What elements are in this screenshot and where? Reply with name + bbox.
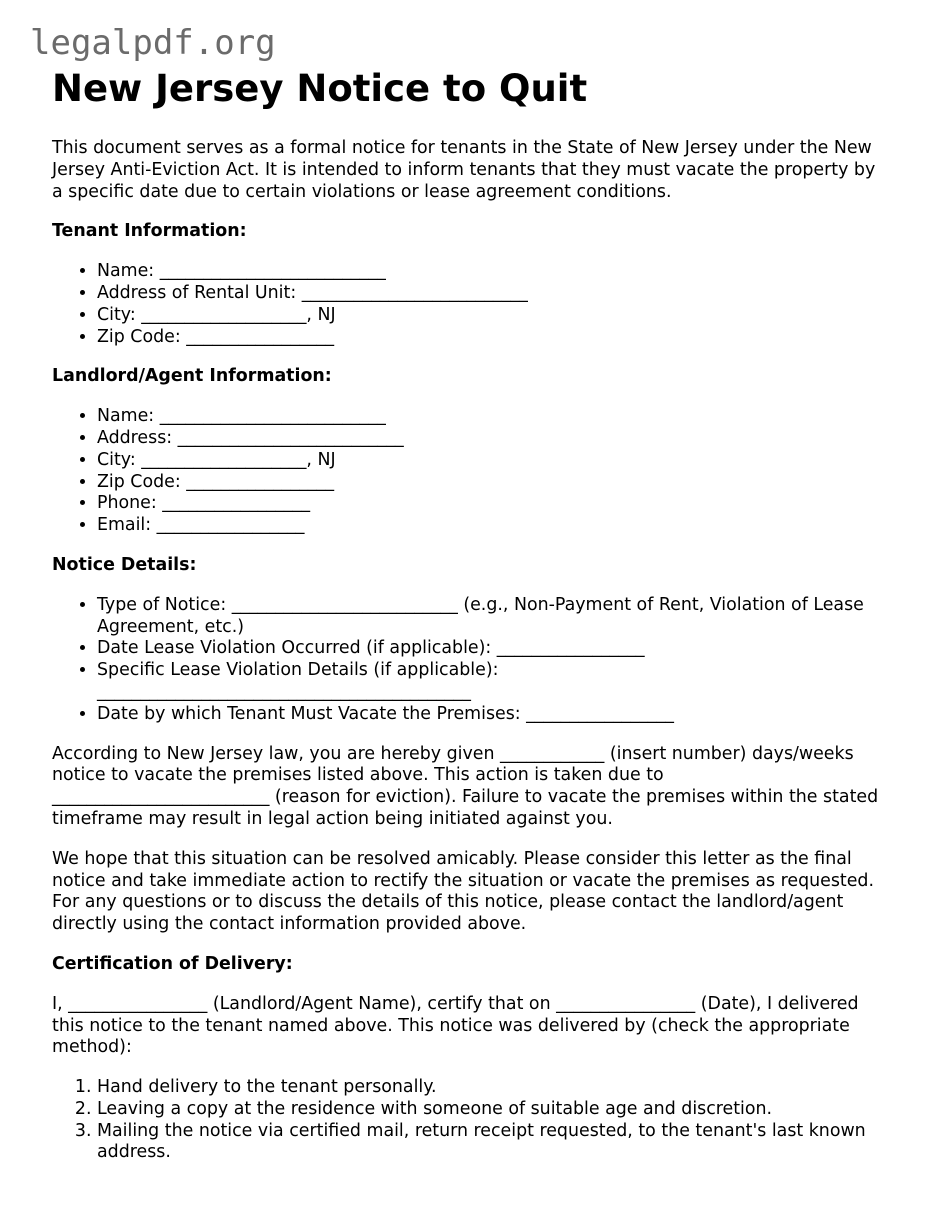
tenant-zip-item: • Zip Code: _________________ bbox=[97, 327, 882, 349]
tenant-info-list bbox=[52, 261, 882, 348]
tenant-name-item: • Name: __________________________ bbox=[97, 261, 882, 283]
watermark-logo: legalpdf.org bbox=[30, 23, 276, 63]
landlord-phone-item: • Phone: _________________ bbox=[97, 493, 882, 515]
law-paragraph: According to New Jersey law, you are hereby given ____________ (insert number) days/weeks notice to vacate the premises listed above. This action is taken due to _________________________ (reason for eviction). Failure to vacate the premises within the stated timeframe may result in legal action being initiated against you. bbox=[52, 743, 879, 829]
landlord-info-list bbox=[52, 406, 882, 537]
delivery-method-item: 2. Leaving a copy at the residence with someone of suitable age and discretion. bbox=[97, 1099, 882, 1121]
document-title: New Jersey Notice to Quit bbox=[52, 67, 588, 110]
delivery-methods-list bbox=[52, 1077, 882, 1164]
tenant-address-item: • Address of Rental Unit: __________________________ bbox=[97, 283, 882, 305]
violation-details-blank: ___________________________________________ bbox=[97, 681, 471, 702]
landlord-city-item: • City: ___________________, NJ bbox=[97, 450, 882, 472]
notice-details-heading: Notice Details: bbox=[52, 554, 197, 575]
notice-type-item: • Type of Notice: __________________________ (e.g., Non-Payment of Rent, Violation of Lease Agreement, etc.) bbox=[97, 595, 882, 639]
intro-paragraph: This document serves as a formal notice for tenants in the State of New Jersey under the New Jersey Anti-Eviction Act. It is intended to inform tenants that they must vacate the property by a specific date due to certain violations or lease agreement conditions. bbox=[52, 138, 876, 202]
violation-details-item bbox=[97, 660, 882, 704]
certification-paragraph: I, ________________ (Landlord/Agent Name), certify that on ________________ (Date), I delivered this notice to the tenant named above. This notice was delivered by (check the appropriate method): bbox=[52, 993, 859, 1058]
landlord-name-item: • Name: __________________________ bbox=[97, 406, 882, 428]
delivery-method-item: 1. Hand delivery to the tenant personally. bbox=[97, 1077, 882, 1099]
landlord-zip-item: • Zip Code: _________________ bbox=[97, 472, 882, 494]
landlord-email-item: • Email: _________________ bbox=[97, 515, 882, 537]
tenant-info-heading: Tenant Information: bbox=[52, 221, 247, 242]
notice-details-list bbox=[52, 595, 882, 726]
violation-details-label: Specific Lease Violation Details (if applicable): bbox=[97, 660, 499, 681]
landlord-info-heading: Landlord/Agent Information: bbox=[52, 366, 332, 387]
landlord-address-item: • Address: __________________________ bbox=[97, 428, 882, 450]
document-page bbox=[52, 68, 882, 1182]
violation-date-item: • Date Lease Violation Occurred (if applicable): _________________ bbox=[97, 638, 882, 660]
delivery-method-item: 3. Mailing the notice via certified mail, return receipt requested, to the tenant's last known address. bbox=[97, 1121, 882, 1165]
tenant-city-item: • City: ___________________, NJ bbox=[97, 305, 882, 327]
resolution-paragraph: We hope that this situation can be resolved amicably. Please consider this letter as the final notice and take immediate action to rectify the situation or vacate the premises as requested. For any questions or to discuss the details of this notice, please contact the landlord/agent directly using the contact information provided above. bbox=[52, 848, 874, 935]
vacate-date-item: • Date by which Tenant Must Vacate the Premises: _________________ bbox=[97, 704, 882, 726]
certification-heading: Certification of Delivery: bbox=[52, 953, 293, 974]
